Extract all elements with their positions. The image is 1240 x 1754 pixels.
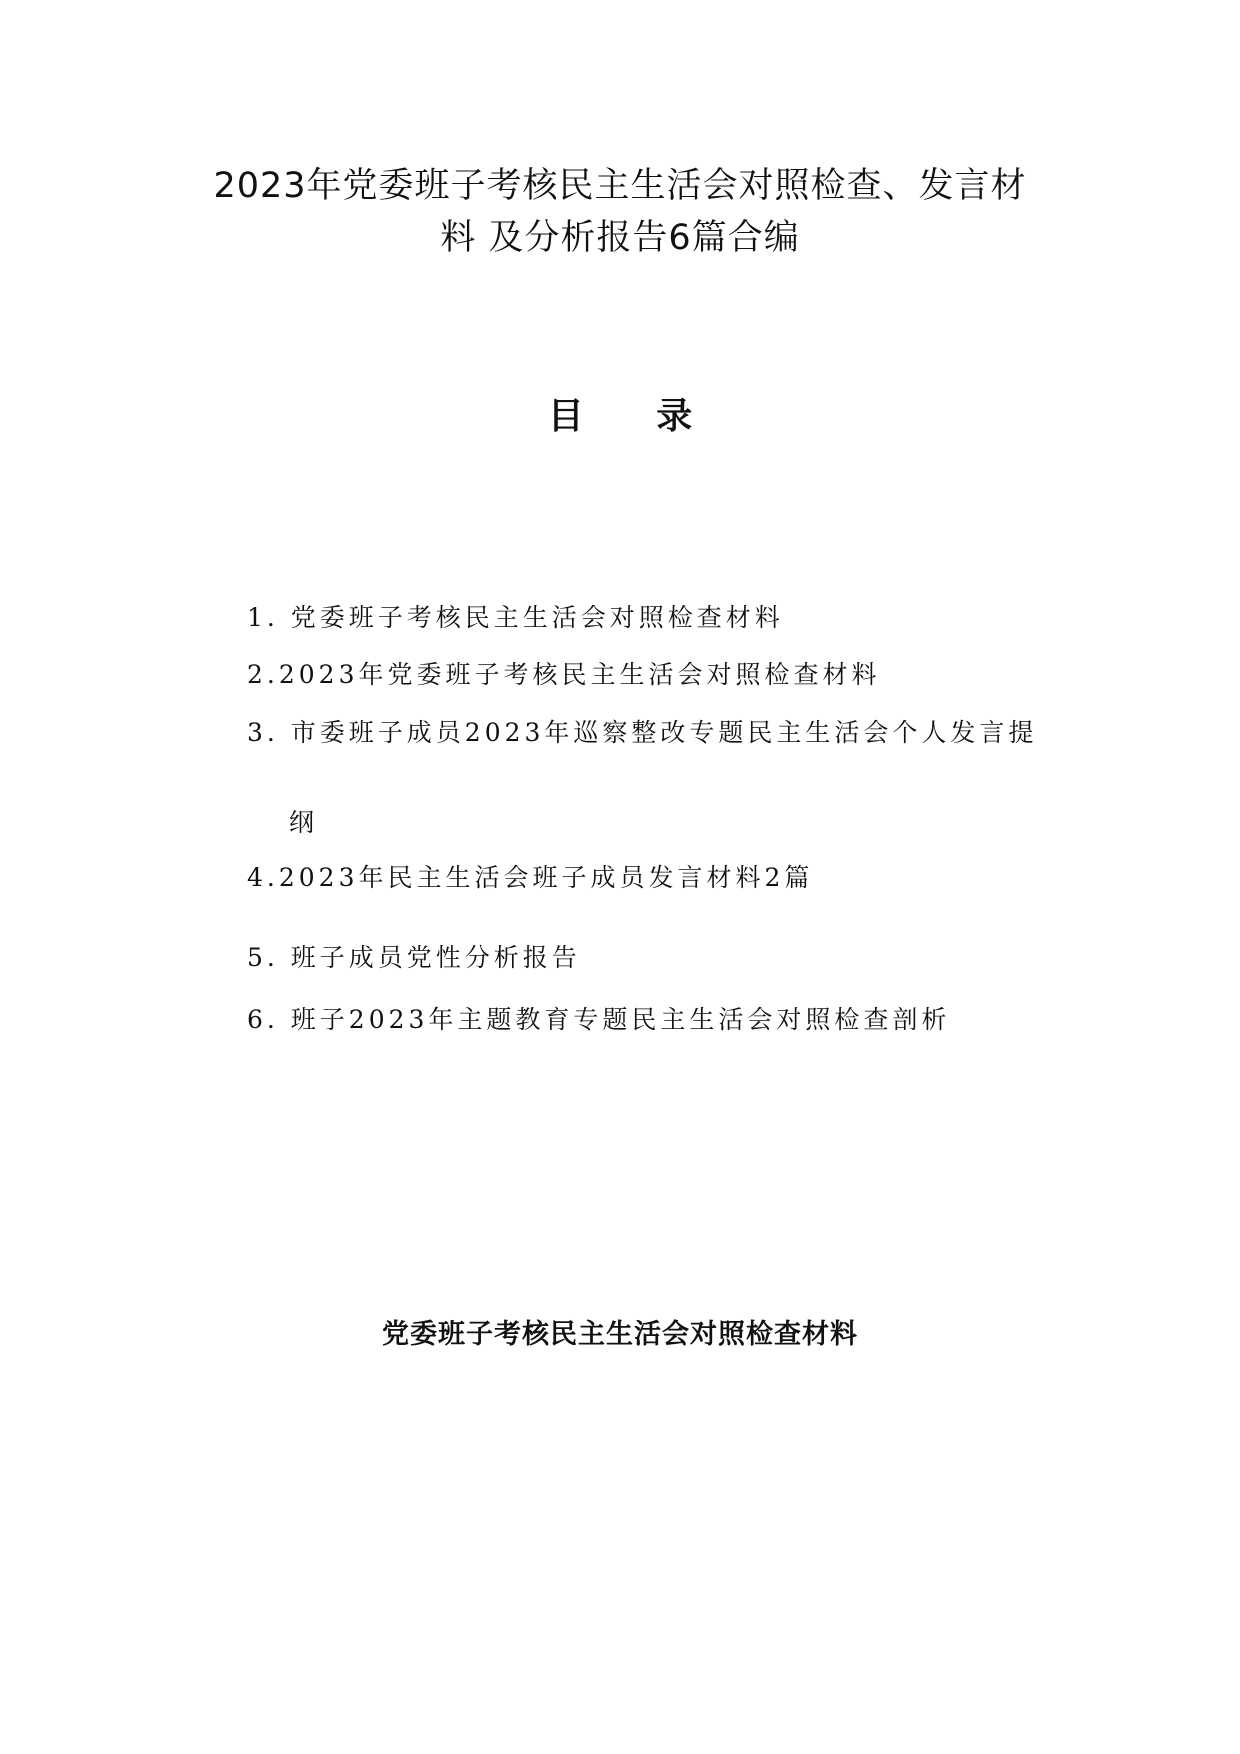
toc-item-1-text: 1. 党委班子考核民主生活会对照检查材料 bbox=[247, 603, 784, 632]
toc-heading: 目 录 bbox=[547, 396, 723, 437]
toc-item-4-text: 4.2023年民主生活会班子成员发言材料2篇 bbox=[247, 863, 814, 892]
toc-item-2-text: 2.2023年党委班子考核民主生活会对照检查材料 bbox=[247, 660, 881, 689]
section-title: 党委班子考核民主生活会对照检查材料 bbox=[382, 1319, 858, 1350]
toc-item-3[interactable] bbox=[247, 713, 1038, 837]
toc-item-6-text: 6. 班子2023年主题教育专题民主生活会对照检查剖析 bbox=[247, 1005, 951, 1034]
toc-item-3-text: 3. 市委班子成员2023年巡察整改专题民主生活会个人发言提 bbox=[247, 718, 1038, 747]
toc-item-1[interactable] bbox=[247, 598, 784, 634]
toc-item-6[interactable] bbox=[247, 1000, 950, 1036]
toc-item-3-continuation: 纲 bbox=[289, 808, 319, 837]
toc-item-2[interactable] bbox=[247, 655, 880, 691]
toc-item-5-text: 5. 班子成员党性分析报告 bbox=[247, 943, 581, 972]
document-title bbox=[180, 160, 1060, 264]
toc-item-5[interactable] bbox=[247, 938, 581, 974]
toc-item-4[interactable] bbox=[247, 858, 813, 894]
document-title-line-1: 2023年党委班子考核民主生活会对照检查、发言材 bbox=[213, 166, 1027, 206]
document-title-line-2: 料 及分析报告6篇合编 bbox=[440, 218, 800, 258]
